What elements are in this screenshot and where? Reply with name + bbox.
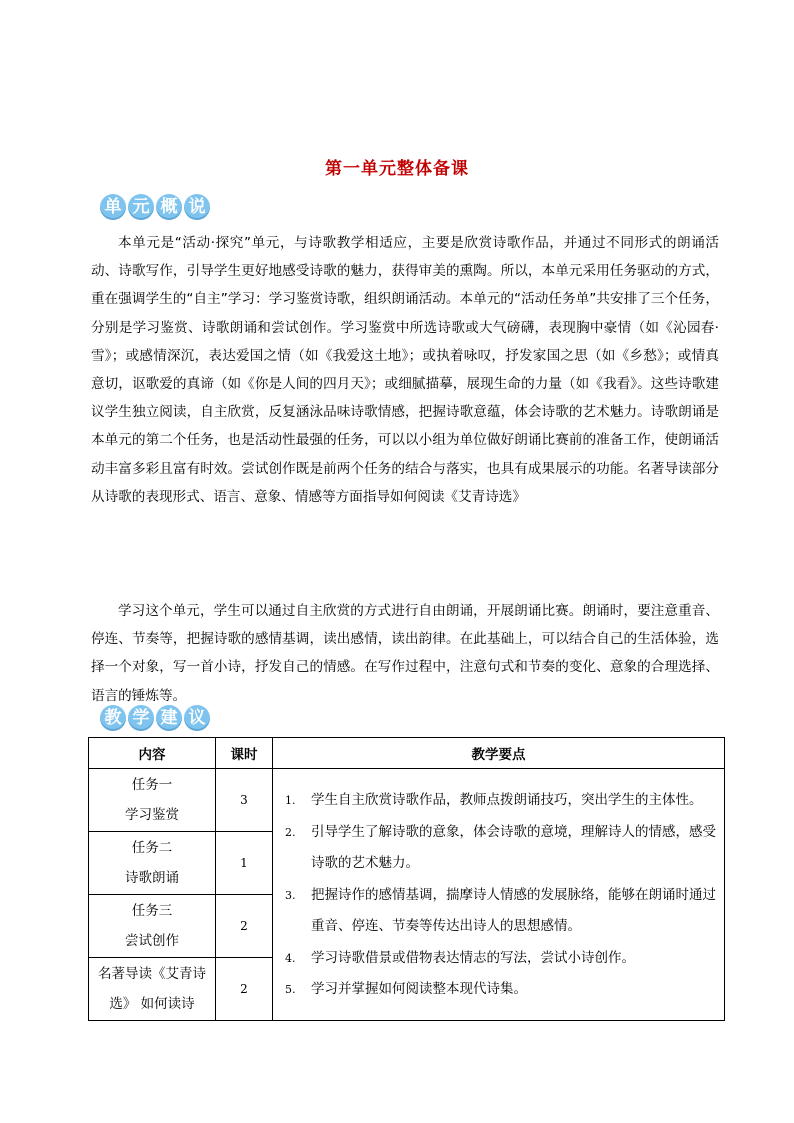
badge-char: 概 — [156, 194, 182, 220]
section-badge-overview — [100, 193, 212, 221]
task-desc: 学习鉴赏 — [125, 807, 179, 823]
list-item — [281, 974, 716, 1006]
task-cell — [89, 958, 216, 1021]
item-number: 4. — [285, 951, 296, 965]
list-item — [281, 943, 716, 975]
hours-cell: 1 — [216, 832, 273, 895]
hours-cell: 2 — [216, 958, 273, 1021]
list-item — [281, 785, 716, 817]
points-list — [281, 785, 716, 1006]
header-content: 内容 — [89, 738, 216, 769]
item-number: 3. — [285, 888, 296, 902]
header-hours: 课时 — [216, 738, 273, 769]
badge-char: 说 — [184, 194, 210, 220]
item-text: 学生自主欣赏诗歌作品，教师点拨朗诵技巧，突出学生的主体性。 — [311, 792, 703, 808]
item-text: 引导学生了解诗歌的意象，体会诗歌的意境，理解诗人的情感，感受诗歌的艺术魅力。 — [311, 823, 716, 871]
points-cell — [273, 769, 725, 1021]
badge-char: 议 — [184, 705, 210, 731]
hours-cell: 2 — [216, 895, 273, 958]
hours-cell: 3 — [216, 769, 273, 832]
teaching-plan-table — [88, 737, 725, 1021]
badge-char: 建 — [156, 705, 182, 731]
task-desc: 尝试创作 — [125, 933, 179, 949]
page-title: 第一单元整体备课 — [325, 159, 469, 179]
table-header-row — [89, 738, 725, 769]
item-number: 2. — [285, 825, 296, 839]
task-desc: 选》 如何读诗 — [109, 996, 195, 1012]
task-cell — [89, 769, 216, 832]
table-row — [89, 769, 725, 832]
badge-char: 教 — [100, 705, 126, 731]
badge-char: 单 — [100, 194, 126, 220]
header-points: 教学要点 — [273, 738, 725, 769]
item-text: 学习并掌握如何阅读整本现代诗集。 — [311, 981, 527, 997]
task-cell — [89, 895, 216, 958]
task-name: 任务二 — [131, 840, 173, 856]
overview-paragraph-2: 学习这个单元，学生可以通过自主欣赏的方式进行自由朗诵，开展朗诵比赛。朗诵时，要注意重音、停连、节奏等，把握诗歌的感情基调，读出感情，读出韵律。在此基础上，可以结合自己的生活体验，选择一个对象，写一首小诗，抒发自己的情感。在写作过程中，注意句式和节奏的变化、意象的合理选择、语言的锤炼等。 — [91, 603, 719, 704]
list-item — [281, 817, 716, 880]
badge-char: 学 — [128, 705, 154, 731]
task-name: 任务三 — [131, 903, 173, 919]
overview-paragraph-1: 本单元是“活动·探究”单元，与诗歌教学相适应，主要是欣赏诗歌作品，并通过不同形式的朗诵活动、诗歌写作，引导学生更好地感受诗歌的魅力，获得审美的熏陶。所以，本单元采用任务驱动的方式，重在强调学生的“自主”学习：学习鉴赏诗歌，组织朗诵活动。本单元的“活动任务单”共安排了三个任务，分别是学习鉴赏、诗歌朗诵和尝试创作。学习鉴赏中所选诗歌或大气磅礴，表现胸中豪情（如《沁园春·雪》；或感情深沉，表达爱国之情（如《我爱这土地》；或执着咏叹，抒发家国之思（如《乡愁》；或情真意切，讴歌爱的真谛（如《你是人间的四月天》；或细腻描摹，展现生命的力量（如《我看》。这些诗歌建议学生独立阅读，自主欣赏，反复涵泳品味诗歌情感，把握诗歌意蕴，体会诗歌的艺术魅力。诗歌朗诵是本单元的第二个任务，也是活动性最强的任务，可以以小组为单位做好朗诵比赛前的准备工作，使朗诵活动丰富多彩且富有时效。尝试创作既是前两个任务的结合与落实，也具有成果展示的功能。名著导读部分从诗歌的表现形式、语言、意象、情感等方面指导如何阅读《艾青诗选》 — [91, 235, 719, 505]
section-badge-suggestion — [100, 704, 212, 732]
list-item — [281, 880, 716, 943]
item-text: 学习诗歌借景或借物表达情志的写法，尝试小诗创作。 — [311, 949, 635, 966]
task-name: 任务一 — [131, 777, 173, 793]
task-desc: 诗歌朗诵 — [125, 870, 179, 886]
task-name: 名著导读《艾青诗 — [98, 966, 206, 982]
item-number: 5. — [285, 983, 296, 996]
item-number: 1. — [285, 794, 296, 807]
task-cell — [89, 832, 216, 895]
item-text: 把握诗作的感情基调，揣摩诗人情感的发展脉络，能够在朗诵时通过重音、停连、节奏等传达出诗人的思想感情。 — [311, 886, 716, 934]
badge-char: 元 — [128, 194, 154, 220]
